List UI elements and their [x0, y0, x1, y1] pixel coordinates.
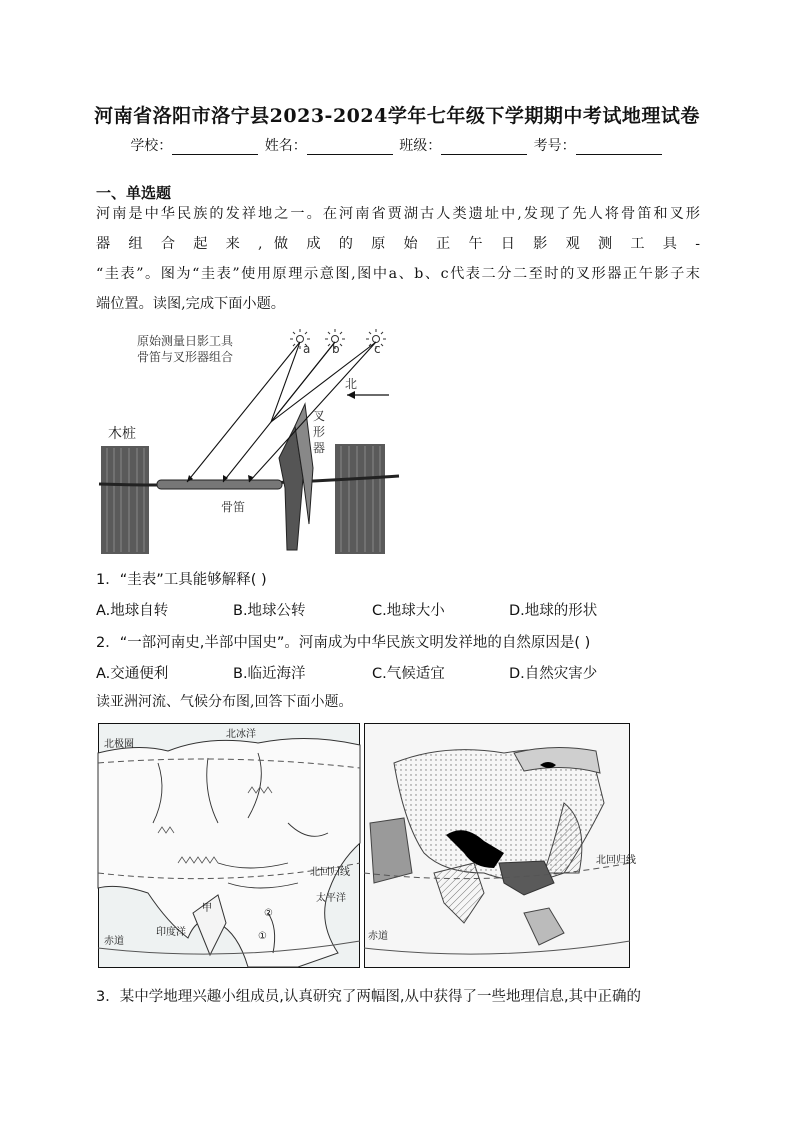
- tropic-label: 北回归线: [310, 867, 350, 878]
- right-wooden-post: [335, 444, 385, 554]
- passage-1-line: 端位置。读图,完成下面小题。: [96, 296, 285, 312]
- passage-1-line: “圭表”。图为“圭表”使用原理示意图,图中a、b、c代表二分二至时的叉形器正午影子末: [96, 266, 700, 282]
- sun-b-label: b: [332, 342, 340, 356]
- fork-label-1: 叉: [313, 409, 326, 423]
- fork-tool: [279, 404, 313, 550]
- asia-rivers-map: [98, 723, 360, 968]
- north-arrow-icon: [347, 391, 389, 399]
- climate-zone-arid-west: [370, 818, 412, 883]
- q1-option-c[interactable]: C.地球大小: [372, 603, 445, 619]
- equator-label: 赤道: [368, 931, 388, 942]
- passage-1: [96, 199, 700, 319]
- indian-ocean-label: 印度洋: [156, 927, 186, 938]
- q1-option-d[interactable]: D.地球的形状: [509, 603, 598, 619]
- marker-2-label: ②: [264, 908, 273, 919]
- q2-option-d[interactable]: D.自然灾害少: [509, 666, 598, 682]
- exam-number-blank[interactable]: [576, 140, 662, 155]
- q2-option-c[interactable]: C.气候适宜: [372, 666, 445, 682]
- bone-flute: [157, 480, 282, 489]
- sun-a-label: a: [303, 342, 311, 356]
- name-label: 姓名：: [264, 138, 307, 154]
- q1-option-a[interactable]: A.地球自转: [96, 603, 169, 619]
- jia-label: 甲: [202, 903, 212, 914]
- left-wooden-post: [101, 446, 149, 554]
- exam-title: 河南省洛阳市洛宁县2023-2024学年七年级下学期期中考试地理试卷: [94, 105, 700, 127]
- arctic-circle-label: 北极圈: [104, 739, 134, 750]
- q1-option-b[interactable]: B.地球公转: [233, 603, 306, 619]
- question-3-stem: 3．某中学地理兴趣小组成员,认真研究了两幅图,从中获得了一些地理信息,其中正确的: [96, 989, 642, 1005]
- student-info-line: [0, 135, 794, 155]
- q2-option-a[interactable]: A.交通便利: [96, 666, 169, 682]
- arctic-ocean-label: 北冰洋: [226, 729, 256, 740]
- figure-caption-line1: 原始测量日影工具: [137, 334, 234, 348]
- flute-label: 骨笛: [221, 500, 246, 514]
- passage-1-line: 河南是中华民族的发祥地之一。在河南省贾湖古人类遗址中,发现了先人将骨笛和叉形: [96, 206, 700, 222]
- passage-2: 读亚洲河流、气候分布图,回答下面小题。: [96, 694, 353, 710]
- section-heading: 一、单选题: [96, 184, 172, 202]
- passage-1-line: 器 组 合 起 来 , 做 成 的 原 始 正 午 日 影 观 测 工 具 -: [96, 236, 700, 252]
- school-label: 学校：: [130, 138, 173, 154]
- name-blank[interactable]: [307, 140, 393, 155]
- post-label: 木桩: [108, 426, 136, 442]
- equator-label: 赤道: [104, 936, 124, 947]
- school-blank[interactable]: [172, 140, 258, 155]
- question-2-stem: 2．“一部河南史,半部中国史”。河南成为中华民族文明发祥地的自然原因是( ): [96, 635, 591, 651]
- class-label: 班级：: [399, 138, 442, 154]
- q2-option-b[interactable]: B.临近海洋: [233, 666, 306, 682]
- north-label: 北: [345, 377, 358, 391]
- pacific-label: 太平洋: [316, 893, 346, 904]
- sun-c-label: c: [374, 342, 381, 356]
- class-blank[interactable]: [441, 140, 527, 155]
- asia-climate-map: [364, 723, 636, 968]
- question-1-stem: 1．“圭表”工具能够解释( ): [96, 572, 267, 588]
- gnomon-diagram: [99, 328, 399, 558]
- figure-caption-line2: 骨笛与叉形器组合: [137, 350, 234, 364]
- exam-number-label: 考号：: [533, 138, 576, 154]
- tropic-label: 北回归线: [596, 855, 636, 866]
- fork-label-2: 形: [313, 425, 326, 439]
- marker-1-label: ①: [258, 931, 267, 942]
- fork-label-3: 器: [313, 441, 326, 455]
